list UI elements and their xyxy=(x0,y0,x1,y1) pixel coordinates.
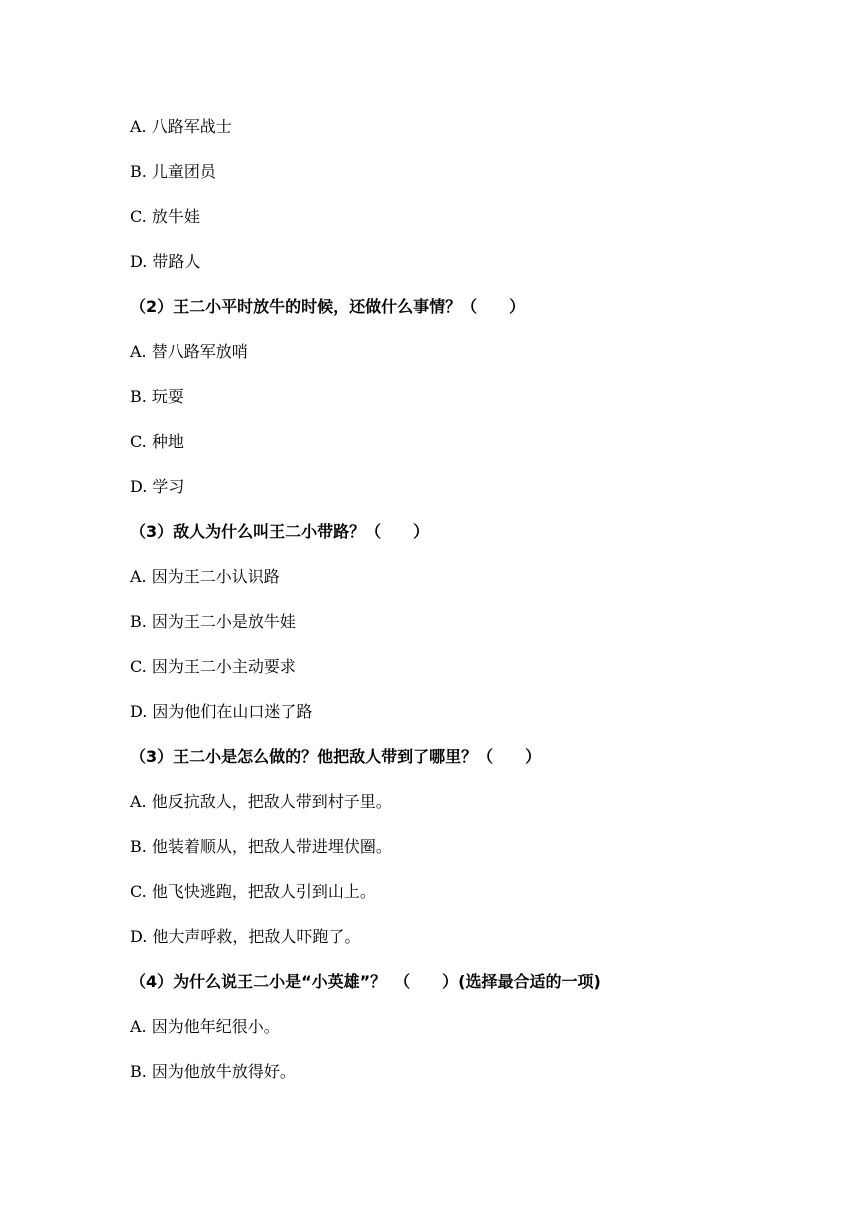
option-b-q2: B. 玩耍 xyxy=(130,387,184,406)
option-a-q3a: A. 因为王二小认识路 xyxy=(130,567,280,586)
question-2: （2）王二小平时放牛的时候，还做什么事情？（ ） xyxy=(130,297,526,316)
option-c-q1: C. 放牛娃 xyxy=(130,207,200,226)
option-d-q3b: D. 他大声呼救，把敌人吓跑了。 xyxy=(130,927,361,946)
option-c-q3b: C. 他飞快逃跑，把敌人引到山上。 xyxy=(130,882,376,901)
option-a-q2: A. 替八路军放哨 xyxy=(130,342,248,361)
option-d-q1: D. 带路人 xyxy=(130,252,201,271)
option-b-q3a: B. 因为王二小是放牛娃 xyxy=(130,612,296,631)
question-3a: （3）敌人为什么叫王二小带路？（ ） xyxy=(130,522,430,541)
option-d-q2: D. 学习 xyxy=(130,477,185,496)
option-a-q1: A. 八路军战士 xyxy=(130,117,232,136)
option-c-q2: C. 种地 xyxy=(130,432,184,451)
option-d-q3a: D. 因为他们在山口迷了路 xyxy=(130,702,313,721)
question-4: （4）为什么说王二小是“小英雄”？ （ ）(选择最合适的一项) xyxy=(130,972,601,991)
option-b-q3b: B. 他装着顺从，把敌人带进埋伏圈。 xyxy=(130,837,392,856)
option-b-q1: B. 儿童团员 xyxy=(130,162,216,181)
option-c-q3a: C. 因为王二小主动要求 xyxy=(130,657,296,676)
option-b-q4: B. 因为他放牛放得好。 xyxy=(130,1062,296,1081)
option-a-q3b: A. 他反抗敌人，把敌人带到村子里。 xyxy=(130,792,392,811)
question-3b: （3）王二小是怎么做的？他把敌人带到了哪里？（ ） xyxy=(130,747,542,766)
option-a-q4: A. 因为他年纪很小。 xyxy=(130,1017,280,1036)
